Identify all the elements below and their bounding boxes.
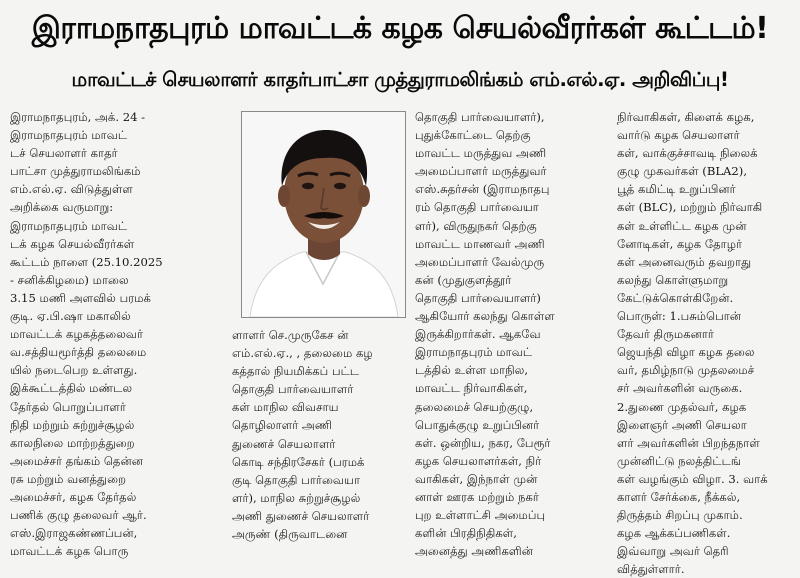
article-text-line: கள் உள்ளிட்ட கழக முன்	[617, 218, 747, 233]
article-text-line: வார்டு கழக செயலாளர்	[617, 128, 740, 143]
article-text-line: ளாளர் செ.முருகேச ன்	[232, 328, 349, 342]
article-column-2	[232, 326, 402, 543]
article-text-line: அனைத்து அணிகளின்	[415, 544, 533, 559]
article-text-line: இவ்வாறு அவர் தெரி	[617, 544, 729, 559]
article-text-line: ரம் தொகுதி பார்வையா	[415, 200, 539, 215]
article-text-line: பொருள்: 1.பசும்பொன்	[617, 309, 742, 324]
article-text-line: குடி தொகுதி பார்வையா	[232, 472, 361, 487]
article-text-line: மாவட்ட மாணவர் அணி	[415, 236, 545, 251]
article-text-line: அணி துணைச் செயலாளர்	[232, 508, 370, 523]
article-text-line: எம்.எல்.ஏ., , தலைமை கழ	[232, 346, 373, 361]
article-text-line: கள் மாநில விவசாய	[232, 400, 339, 415]
article-text-line: இராமநாதபுரம் மாவட்	[415, 345, 533, 360]
article-text-line: னோடிகள், கழக தோழர்	[617, 236, 743, 251]
article-text-line: தலைமைச் செயற்குழு,	[415, 399, 534, 414]
article-text-line: மாவட்டக் கழகத்தலைவர்	[10, 327, 144, 342]
article-text-line: நிர்வாகிகள், கிளைக் கழக,	[617, 110, 755, 124]
article-text-line: எஸ்.சுதர்சன் (இராமநாதபு	[415, 182, 550, 197]
article-text-line: ஜெயந்தி விழா கழக தலை	[617, 345, 755, 360]
article-text-line: எம்.எல்.ஏ. விடுத்துள்ள	[10, 182, 133, 197]
article-text-line: இராமநாதபுரம் மாவட்	[10, 218, 128, 233]
article-text-line: வாகிகள், இந்நாள் முன்	[415, 471, 538, 486]
article-text-line: சர் அவர்களின் வருகை.	[617, 381, 743, 396]
article-text-line: குடி. ஏ.பி.ஷா மகாலில்	[10, 309, 131, 324]
article-text-line: தொகுதி பார்வையாளர்),	[415, 110, 545, 124]
article-text-line: அமைப்பாளர் மருத்துவர்	[415, 164, 547, 179]
article-text-line: அமைச்சர் தங்கம் தென்ன	[10, 453, 143, 468]
article-text-line: ளர்), மாநில சுற்றுச்சூழல்	[232, 490, 361, 505]
article-text-line: இக்கூட்டத்தில் மண்டல	[10, 381, 133, 396]
article-text-line: ளர் அவர்களின் பிறந்தநாள்	[617, 435, 760, 450]
article-text-line: யில் நடைபெற உள்ளது.	[10, 363, 138, 378]
article-text-line: வ.சத்தியமூர்த்தி தலைமை	[10, 345, 147, 360]
article-text-line: பூத் கமிட்டி உறுப்பினர்	[617, 182, 736, 197]
portrait-photo	[241, 111, 406, 318]
article-text-line: தேவர் திருமகனார்	[617, 327, 714, 342]
article-text-line: வர், தமிழ்நாடு முதலமைச்	[617, 363, 755, 378]
article-text-line: டத்தில் உள்ள மாநில,	[415, 363, 529, 378]
article-text-line: புற உள்ளாட்சி அமைப்பு	[415, 508, 546, 523]
subheadline: மாவட்டச் செயலாளர் காதர்பாட்சா முத்துராமலிங்கம் எம்.எல்.ஏ. அறிவிப்பு!	[71, 68, 729, 91]
article-text-line: மாவட்ட நிர்வாகிகள்,	[415, 381, 528, 396]
article-text-line: குழு முகவர்கள் (BLA2),	[617, 164, 748, 179]
article-text-line: முன்னிட்டு நலத்திட்டங்	[617, 453, 741, 468]
article-text-line: - சனிக்கிழமை) மாலை	[10, 272, 129, 287]
article-text-line: இராமநாதபுரம் மாவட்	[10, 128, 128, 143]
article-text-line: னாள் ஊரக மற்றும் நகர்	[415, 489, 539, 504]
article-text-line: களின் பிரதிநிதிகள்,	[415, 526, 517, 541]
article-text-line: 2.துணை முதல்வர், கழக	[617, 399, 747, 414]
article-text-line: அமைப்பாளர் வேல்முரு	[415, 254, 545, 269]
article-column-3	[415, 108, 630, 560]
article-text-line: ஆகியோர் கலந்து கொள்ள	[415, 309, 555, 324]
article-text-line: திருத்தம் சிறப்பு முகாம்.	[617, 508, 743, 523]
article-text-line: கள் வழங்கும் விழா. 3. வாக்	[617, 471, 768, 486]
article-text-line: 3.15 மணி அளவில் பரமக்	[10, 290, 151, 305]
article-text-line: கன் (முதுகுளத்தூர்	[415, 272, 512, 287]
article-text-line: எஸ்.இராஜகண்ணப்பன்,	[10, 526, 138, 541]
article-text-line: புதுக்கோட்டை தெற்கு	[415, 128, 531, 143]
article-text-line: தொகுதி பார்வையாளர்	[232, 382, 354, 397]
article-text-line: கழக செயலாளர்கள், நிர்	[415, 453, 542, 468]
article-text-line: டக் கழக செயல்வீரர்கள்	[10, 236, 135, 251]
article-text-line: தொகுதி பார்வையாளர்)	[415, 290, 541, 305]
article-text-line: பணிக் குழு தலைவர் ஆர்.	[10, 508, 147, 523]
article-text-line: பொதுக்குழு உறுப்பினர்	[415, 417, 540, 432]
article-text-line: மாவட்ட மருத்துவ அணி	[415, 146, 547, 161]
article-text-line: கலந்து கொள்ளுமாறு	[617, 272, 729, 287]
article-text-line: கொடி சந்திரசேகர் (பரமக்	[232, 454, 365, 469]
article-column-4	[617, 108, 797, 578]
article-text-line: இருக்கிறார்கள். ஆகவே	[415, 327, 541, 342]
article-column-1	[10, 108, 238, 560]
article-text-line: கள் அனைவரும் தவறாது	[617, 254, 752, 269]
article-text-line: இளைஞர் அணி செயலா	[617, 417, 747, 432]
article-text-line: அறிக்கை வருமாறு:	[10, 200, 114, 215]
article-text-line: கேட்டுக்கொள்கிறேன்.	[617, 290, 734, 305]
article-text-line: அருண் (திருவாடனை	[232, 527, 348, 542]
article-text-line: நிதி மற்றும் சுற்றுச்சூழல்	[10, 417, 135, 432]
article-text-line: கள். ஒன்றிய, நகர, பேரூர்	[415, 435, 551, 450]
article-text-line: கத்தால் நியமிக்கப் பட்ட	[232, 364, 360, 379]
article-text-line: அமைச்சர், கழக தேர்தல்	[10, 489, 137, 504]
article-text-line: கூட்டம் நாளை (25.10.2025	[10, 254, 163, 269]
article-text-line: டச் செயலாளர் காதர்	[10, 146, 118, 161]
article-text-line: கள், வாக்குச்சாவடி நிலைக்	[617, 146, 758, 161]
article-text-line: கள் (BLC), மற்றும் நிர்வாகி	[617, 200, 763, 215]
article-text-line: பாட்சா முத்துராமலிங்கம்	[10, 164, 141, 179]
article-text-line: மாவட்டக் கழக பொரு	[10, 544, 129, 559]
article-text-line: காலநிலை மாற்றத்துறை	[10, 435, 135, 450]
article-text-line: இராமநாதபுரம், அக். 24 -	[10, 110, 146, 124]
article-text-line: ளர்), விருதுநகர் தெற்கு	[415, 218, 537, 233]
headline: இராமநாதபுரம் மாவட்டக் கழக செயல்வீரர்கள் கூட்டம்!	[31, 11, 769, 46]
article-text-line: துணைச் செயலாளர்	[232, 436, 336, 451]
article-text-line: காளர் சேர்க்கை, நீக்கல்,	[617, 489, 741, 504]
article-text-line: தேர்தல் பொறுப்பாளர்	[10, 399, 126, 414]
article-text-line: ரசு மற்றும் வனத்துறை	[10, 471, 126, 486]
article-text-line: தொழிலாளர் அணி	[232, 418, 333, 433]
article-text-line: கழக ஆக்கப்பணிகள்.	[617, 526, 731, 541]
article-text-line: வித்துள்ளார்.	[617, 562, 685, 577]
